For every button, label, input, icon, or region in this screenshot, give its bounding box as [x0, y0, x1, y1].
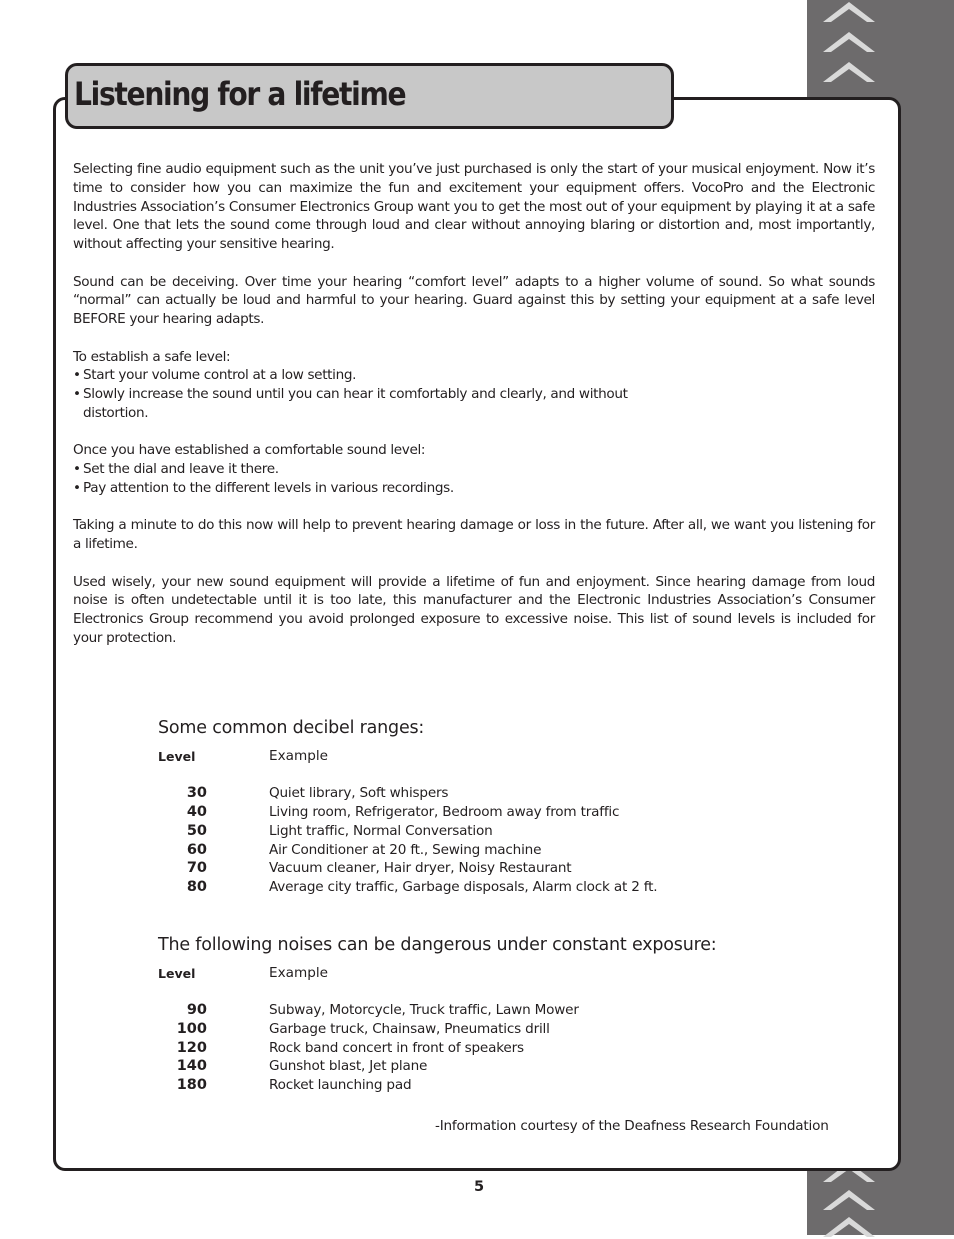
noise-example: Air Conditioner at 20 ft., Sewing machine [269, 842, 542, 858]
level-column-header: Level [158, 749, 196, 764]
noise-example: Light traffic, Normal Conversation [269, 823, 493, 839]
common-ranges-heading: Some common decibel ranges: [158, 718, 425, 738]
dangerous-noises-heading: The following noises can be dangerous under constant exposure: [158, 935, 717, 955]
list-item: • Set the dial and leave it there. [73, 460, 875, 479]
decibel-level: 70 [186, 860, 207, 876]
decibel-level: 180 [176, 1077, 207, 1093]
safe-level-intro: To establish a safe level: [73, 348, 231, 365]
comfortable-level-intro: Once you have established a comfortable sound level: [73, 442, 426, 459]
comfortable-level-section [73, 441, 875, 497]
body-text [73, 160, 875, 666]
level-column-header: Level [158, 966, 196, 981]
chevron-up-icon [823, 1188, 875, 1212]
list-item: • Start your volume control at a low setting. [73, 366, 875, 385]
example-column-header: Example [269, 748, 328, 764]
noise-example: Quiet library, Soft whispers [269, 785, 449, 801]
noise-example: Living room, Refrigerator, Bedroom away from traffic [269, 804, 620, 820]
intro-paragraph: Selecting fine audio equipment such as the unit you’ve just purchased is only the start of your musical enjoyment. Now it’s time to consider how you can maximize the fun and excitement your equipment offers. VocoPro and the Electronic Industries Association’s Consumer Electronics Group want you to get the most out of your equipment by playing it at a safe level. One that lets the sound come through loud and clear without annoying blaring or distortion and, most importantly, without affecting your sensitive hearing. [73, 161, 875, 252]
decibel-level: 40 [186, 804, 207, 820]
decibel-level: 120 [176, 1040, 207, 1056]
page-title: Listening for a lifetime [74, 75, 406, 113]
noise-example: Vacuum cleaner, Hair dryer, Noisy Restaurant [269, 860, 572, 876]
chevron-up-icon [823, 0, 875, 24]
noise-example: Rock band concert in front of speakers [269, 1040, 524, 1056]
list-item-continuation: distortion. [83, 404, 149, 421]
safe-level-list [73, 366, 875, 404]
decibel-level: 100 [176, 1021, 207, 1037]
safe-level-section [73, 348, 875, 423]
noise-example: Average city traffic, Garbage disposals, Alarm clock at 2 ft. [269, 879, 658, 895]
prevention-paragraph: Taking a minute to do this now will help to prevent hearing damage or loss in the future. After all, we want you listening for a lifetime. [73, 517, 875, 552]
chevron-up-icon [823, 1215, 875, 1239]
list-item: • Pay attention to the different levels in various recordings. [73, 479, 875, 498]
decibel-level: 90 [186, 1002, 207, 1018]
noise-example: Rocket launching pad [269, 1077, 412, 1093]
chevron-up-icon [823, 30, 875, 54]
chevron-up-icon [823, 60, 875, 84]
noise-example: Gunshot blast, Jet plane [269, 1058, 428, 1074]
page-number: 5 [473, 1179, 485, 1195]
decibel-level: 30 [186, 785, 207, 801]
list-item: • Slowly increase the sound until you can hear it comfortably and clearly, and without [73, 385, 875, 404]
noise-example: Subway, Motorcycle, Truck traffic, Lawn Mower [269, 1002, 579, 1018]
comfortable-level-list [73, 460, 875, 498]
protection-paragraph: Used wisely, your new sound equipment will provide a lifetime of fun and enjoyment. Since hearing damage from loud noise is often undetectable until it is too late, this manufacturer and the Electronic Industries Association’s Consumer Electronics Group recommend you avoid prolonged exposure to excessive noise. This list of sound levels is included for your protection. [73, 573, 875, 646]
comfort-level-paragraph: Sound can be deceiving. Over time your hearing “comfort level” adapts to a higher volume of sound. So what sounds “normal” can actually be loud and harmful to your hearing. Guard against this by setting your equipment at a safe level BEFORE your hearing adapts. [73, 273, 875, 327]
source-credit: -Information courtesy of the Deafness Research Foundation [435, 1118, 829, 1134]
decibel-level: 60 [186, 842, 207, 858]
decibel-level: 80 [186, 879, 207, 895]
decibel-level: 50 [186, 823, 207, 839]
example-column-header: Example [269, 965, 328, 981]
decibel-level: 140 [176, 1058, 207, 1074]
noise-example: Garbage truck, Chainsaw, Pneumatics drill [269, 1021, 550, 1037]
title-tab [65, 63, 674, 129]
